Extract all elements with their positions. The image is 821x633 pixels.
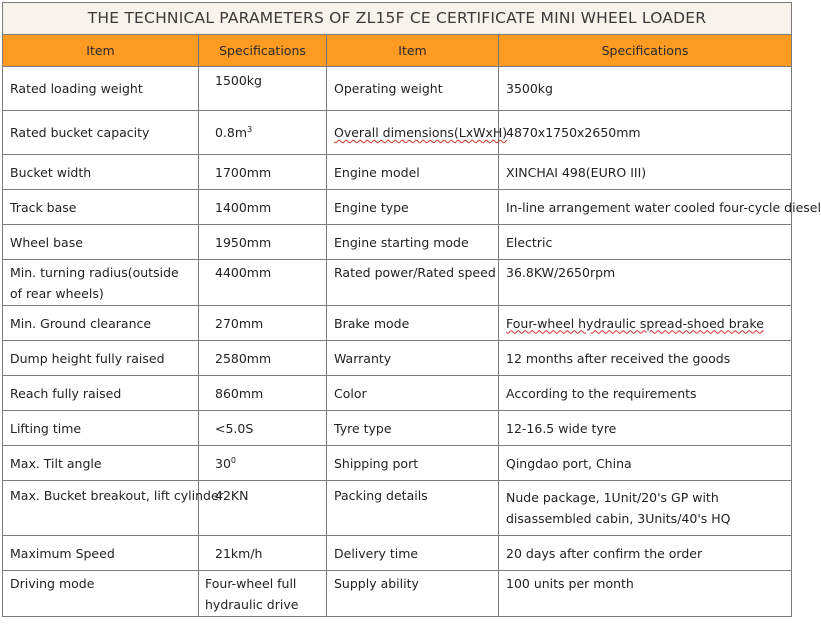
spec-cell: In-line arrangement water cooled four-cycle diesel bbox=[499, 190, 792, 225]
item-cell: Track base bbox=[3, 190, 199, 225]
header-row bbox=[3, 35, 792, 67]
spec-cell: 2580mm bbox=[199, 341, 327, 376]
item-cell: Driving mode bbox=[3, 571, 199, 617]
table-row bbox=[3, 536, 792, 571]
spec-cell: 1700mm bbox=[199, 155, 327, 190]
spec-cell: 270mm bbox=[199, 306, 327, 341]
item-cell: Rated power/Rated speed bbox=[327, 260, 499, 306]
spec-cell: 4870x1750x2650mm bbox=[499, 111, 792, 155]
item-cell: Dump height fully raised bbox=[3, 341, 199, 376]
spec-cell: <5.0S bbox=[199, 411, 327, 446]
item-cell: Operating weight bbox=[327, 67, 499, 111]
item-cell: Color bbox=[327, 376, 499, 411]
header-spec: Specifications bbox=[199, 35, 327, 67]
item-cell: Wheel base bbox=[3, 225, 199, 260]
table-row bbox=[3, 376, 792, 411]
spec-cell: 36.8KW/2650rpm bbox=[499, 260, 792, 306]
spec-cell: 1500kg bbox=[199, 67, 327, 111]
spec-cell: 20 days after confirm the order bbox=[499, 536, 792, 571]
spec-cell: 3500kg bbox=[499, 67, 792, 111]
item-cell: Tyre type bbox=[327, 411, 499, 446]
item-cell: Rated bucket capacity bbox=[3, 111, 199, 155]
item-cell: Brake mode bbox=[327, 306, 499, 341]
table-title: THE TECHNICAL PARAMETERS OF ZL15F CE CERTIFICATE MINI WHEEL LOADER bbox=[3, 3, 792, 35]
table-row bbox=[3, 67, 792, 111]
item-cell: Warranty bbox=[327, 341, 499, 376]
spec-cell: 1950mm bbox=[199, 225, 327, 260]
item-cell: Rated loading weight bbox=[3, 67, 199, 111]
spec-cell: $30^0$ bbox=[199, 446, 327, 481]
spec-cell: $0.8m^3$ bbox=[199, 111, 327, 155]
spec-cell: XINCHAI 498(EURO III) bbox=[499, 155, 792, 190]
table-row bbox=[3, 446, 792, 481]
item-cell: Bucket width bbox=[3, 155, 199, 190]
spec-cell: 21km/h bbox=[199, 536, 327, 571]
table-row bbox=[3, 411, 792, 446]
spec-cell: Four-wheel hydraulic spread-shoed brake bbox=[499, 306, 792, 341]
table-row bbox=[3, 260, 792, 306]
spec-cell: 4400mm bbox=[199, 260, 327, 306]
table-row bbox=[3, 111, 792, 155]
spec-cell: 100 units per month bbox=[499, 571, 792, 617]
item-cell: Shipping port bbox=[327, 446, 499, 481]
title-row bbox=[3, 3, 792, 35]
table-row bbox=[3, 571, 792, 617]
spec-cell: Electric bbox=[499, 225, 792, 260]
spec-cell: Qingdao port, China bbox=[499, 446, 792, 481]
table-row bbox=[3, 225, 792, 260]
table-row bbox=[3, 190, 792, 225]
spec-cell: 12-16.5 wide tyre bbox=[499, 411, 792, 446]
item-cell: Maximum Speed bbox=[3, 536, 199, 571]
spec-cell: 860mm bbox=[199, 376, 327, 411]
item-cell: Min. turning radius(outside of rear wheels) bbox=[3, 260, 199, 306]
spec-cell: 42KN bbox=[199, 481, 327, 536]
item-cell: Engine model bbox=[327, 155, 499, 190]
table-row bbox=[3, 341, 792, 376]
item-cell: Overall dimensions(LxWxH) bbox=[327, 111, 499, 155]
spec-cell: 1400mm bbox=[199, 190, 327, 225]
spec-cell: 12 months after received the goods bbox=[499, 341, 792, 376]
item-cell: Max. Bucket breakout, lift cylinder bbox=[3, 481, 199, 536]
table-row bbox=[3, 306, 792, 341]
spec-table bbox=[2, 2, 821, 617]
header-item: Item bbox=[3, 35, 199, 67]
item-cell: Supply ability bbox=[327, 571, 499, 617]
spec-cell: Nude package, 1Unit/20's GP with disassembled cabin, 3Units/40's HQ bbox=[499, 481, 792, 536]
item-cell: Packing details bbox=[327, 481, 499, 536]
item-cell: Engine type bbox=[327, 190, 499, 225]
header-spec-2: Specifications bbox=[499, 35, 792, 67]
item-cell: Max. Tilt angle bbox=[3, 446, 199, 481]
item-cell: Lifting time bbox=[3, 411, 199, 446]
item-cell: Reach fully raised bbox=[3, 376, 199, 411]
item-cell: Min. Ground clearance bbox=[3, 306, 199, 341]
item-cell: Delivery time bbox=[327, 536, 499, 571]
spec-cell: Four-wheel full hydraulic drive bbox=[199, 571, 327, 617]
item-cell: Engine starting mode bbox=[327, 225, 499, 260]
table-row bbox=[3, 481, 792, 536]
table-row bbox=[3, 155, 792, 190]
header-item-2: Item bbox=[327, 35, 499, 67]
spec-cell: According to the requirements bbox=[499, 376, 792, 411]
